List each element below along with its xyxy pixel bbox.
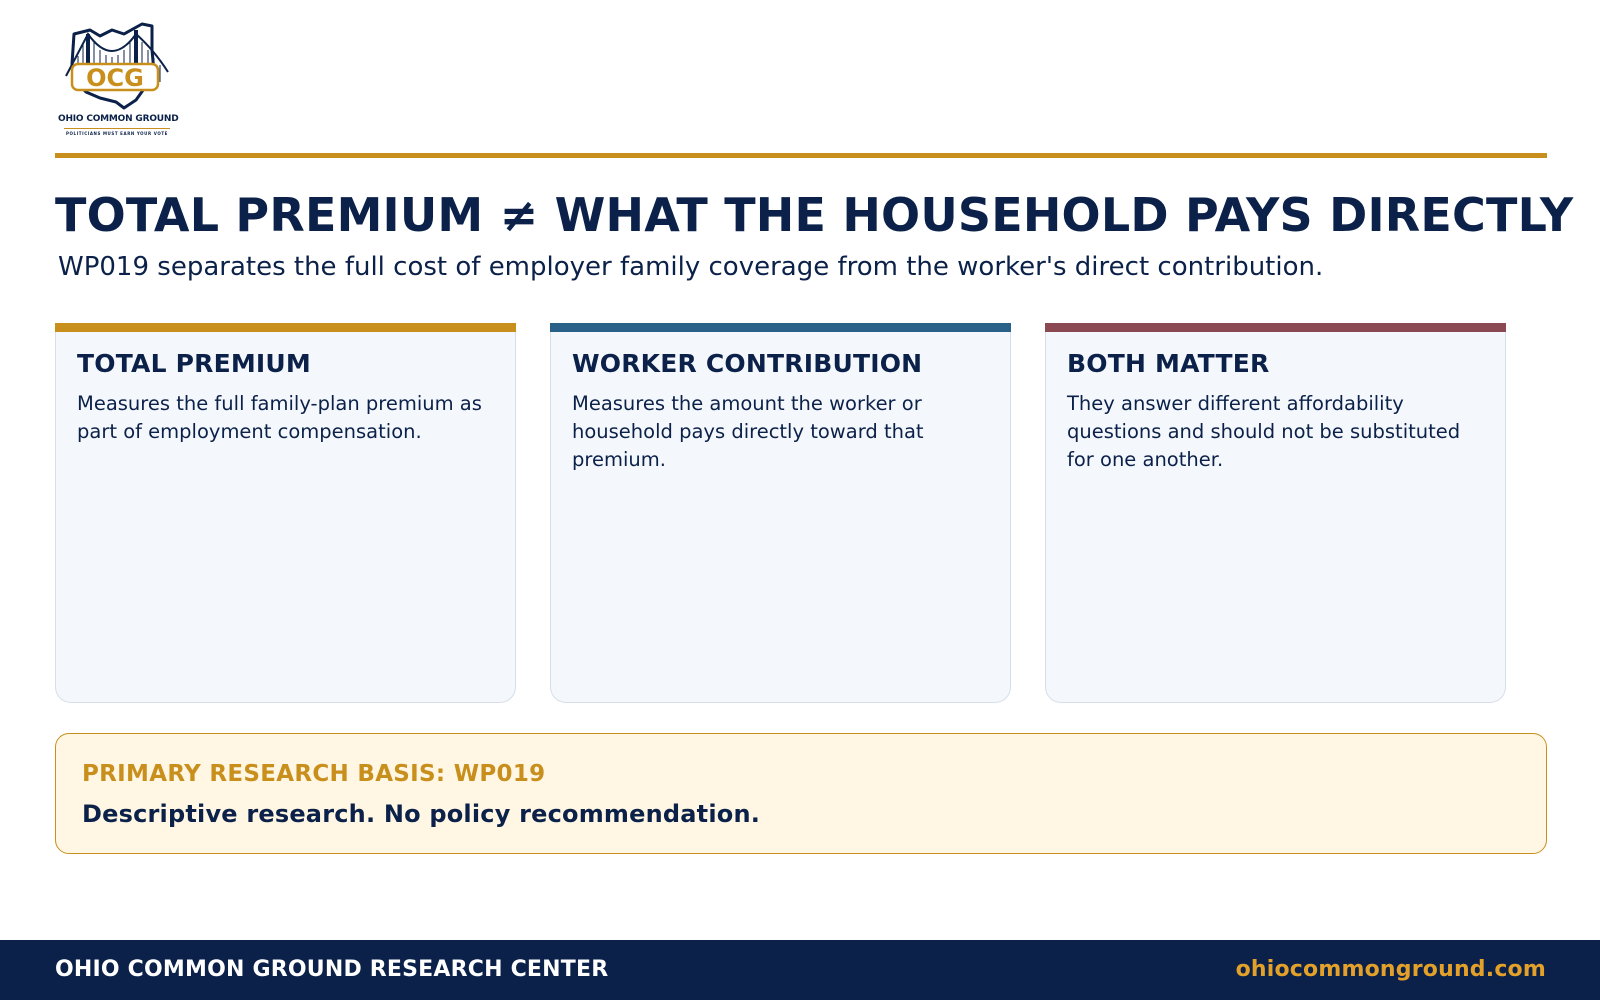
card-text: Measures the full family-plan premium as part of employment compensation. [77, 392, 482, 443]
footer-org-name: OHIO COMMON GROUND RESEARCH CENTER [55, 957, 609, 982]
card-text: They answer different affordability questions and should not be substituted for one another. [1067, 392, 1461, 471]
header-divider [55, 153, 1547, 158]
page-subtitle: WP019 separates the full cost of employer family coverage from the worker's direct contribution. [58, 252, 1324, 282]
ohio-bridge-logo-icon [58, 20, 176, 112]
footer [0, 940, 1600, 1000]
logo-mark: OCG [86, 64, 144, 92]
card-worker-contribution [550, 323, 1011, 703]
page-title: TOTAL PREMIUM ≠ WHAT THE HOUSEHOLD PAYS DIRECTLY [55, 188, 1574, 242]
logo [58, 20, 178, 142]
card-title: BOTH MATTER [1067, 349, 1270, 378]
card-title: WORKER CONTRIBUTION [572, 349, 923, 378]
card-text: Measures the amount the worker or household pays directly toward that premium. [572, 392, 924, 471]
card-total-premium [55, 323, 516, 703]
logo-tagline: POLITICIANS MUST EARN YOUR VOTE [66, 131, 168, 136]
research-basis-text: Descriptive research. No policy recommendation. [82, 800, 761, 828]
card-accent-bar [55, 323, 516, 332]
logo-name: OHIO COMMON GROUND [58, 114, 179, 124]
footer-website-link[interactable]: ohiocommonground.com [1235, 957, 1546, 982]
card-both-matter [1045, 323, 1506, 703]
research-basis-callout [55, 733, 1547, 854]
card-accent-bar [550, 323, 1011, 332]
card-accent-bar [1045, 323, 1506, 332]
research-basis-label: PRIMARY RESEARCH BASIS: WP019 [82, 761, 546, 787]
card-title: TOTAL PREMIUM [77, 349, 312, 378]
logo-divider [64, 128, 170, 129]
